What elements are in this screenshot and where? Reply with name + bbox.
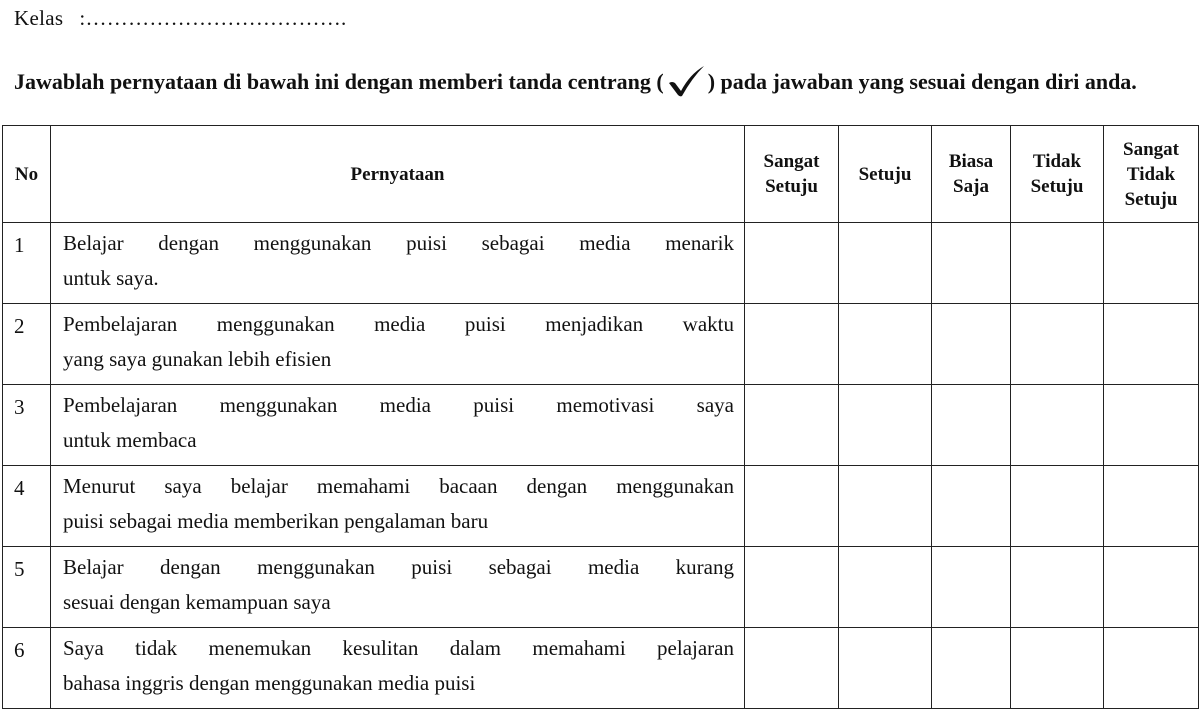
answer-cell-sangat-setuju[interactable] [745, 628, 839, 709]
answer-cell-tidak-setuju[interactable] [1011, 466, 1104, 547]
statement-line: Belajar dengan menggunakan puisi sebagai media menarik [63, 231, 734, 255]
answer-cell-tidak-setuju[interactable] [1011, 223, 1104, 304]
row-statement [51, 547, 745, 628]
kelas-field [14, 6, 347, 31]
table-body [3, 223, 1199, 709]
statement-line: Pembelajaran menggunakan media puisi menjadikan waktu [63, 312, 734, 336]
answer-cell-setuju[interactable] [839, 223, 932, 304]
header-line: Sangat [763, 151, 820, 172]
statement-line: puisi sebagai media memberikan pengalaman baru [63, 509, 489, 533]
row-statement [51, 223, 745, 304]
header-biasa-saja [932, 126, 1011, 223]
row-number: 4 [3, 466, 51, 547]
row-number: 5 [3, 547, 51, 628]
table-row [3, 466, 1199, 547]
answer-cell-biasa-saja[interactable] [932, 547, 1011, 628]
table-row [3, 304, 1199, 385]
statement-line: bahasa inggris dengan menggunakan media puisi [63, 671, 476, 695]
answer-cell-sangat-setuju[interactable] [745, 223, 839, 304]
answer-cell-sangat-setuju[interactable] [745, 547, 839, 628]
row-statement [51, 466, 745, 547]
header-line: Biasa [948, 151, 994, 172]
table-header-row [3, 126, 1199, 223]
answer-cell-sangat-tidak-setuju[interactable] [1104, 466, 1199, 547]
answer-cell-biasa-saja[interactable] [932, 385, 1011, 466]
answer-cell-sangat-tidak-setuju[interactable] [1104, 304, 1199, 385]
statement-line: untuk membaca [63, 428, 197, 452]
header-line: Setuju [765, 176, 818, 197]
answer-cell-setuju[interactable] [839, 547, 932, 628]
answer-cell-tidak-setuju[interactable] [1011, 385, 1104, 466]
checkmark-icon [666, 64, 706, 98]
row-number: 6 [3, 628, 51, 709]
header-line: Tidak [1126, 163, 1176, 185]
table-row [3, 547, 1199, 628]
answer-cell-sangat-setuju[interactable] [745, 466, 839, 547]
answer-cell-setuju[interactable] [839, 466, 932, 547]
header-line: Setuju [858, 163, 912, 185]
answer-cell-setuju[interactable] [839, 628, 932, 709]
answer-cell-setuju[interactable] [839, 385, 932, 466]
header-sangat-tidak-setuju [1104, 126, 1199, 223]
answer-cell-setuju[interactable] [839, 304, 932, 385]
header-setuju [839, 126, 932, 223]
answer-cell-sangat-setuju[interactable] [745, 304, 839, 385]
answer-cell-tidak-setuju[interactable] [1011, 628, 1104, 709]
answer-cell-sangat-setuju[interactable] [745, 385, 839, 466]
table-row [3, 385, 1199, 466]
row-number: 2 [3, 304, 51, 385]
statement-line: yang saya gunakan lebih efisien [63, 347, 332, 371]
statement-line: Belajar dengan menggunakan puisi sebagai media kurang [63, 555, 734, 579]
answer-cell-biasa-saja[interactable] [932, 466, 1011, 547]
header-no: No [3, 126, 51, 223]
answer-cell-tidak-setuju[interactable] [1011, 304, 1104, 385]
row-number: 1 [3, 223, 51, 304]
statement-line: untuk saya. [63, 266, 159, 290]
header-sangat-setuju [745, 126, 839, 223]
header-line: Setuju [1030, 176, 1084, 197]
answer-cell-tidak-setuju[interactable] [1011, 547, 1104, 628]
statement-line: sesuai dengan kemampuan saya [63, 590, 331, 614]
table-row [3, 628, 1199, 709]
statement-line: Pembelajaran menggunakan media puisi memotivasi saya [63, 393, 734, 417]
answer-cell-sangat-tidak-setuju[interactable] [1104, 385, 1199, 466]
instruction-text [14, 64, 1194, 98]
instruction-after: ) pada jawaban yang sesuai dengan diri anda. [707, 69, 1137, 94]
instruction-before: Jawablah pernyataan di bawah ini dengan memberi tanda centrang ( [14, 69, 664, 94]
kelas-label: Kelas [14, 6, 64, 30]
row-statement [51, 628, 745, 709]
header-line: Sangat [1123, 138, 1179, 160]
table-row [3, 223, 1199, 304]
header-statement: Pernyataan [51, 126, 745, 223]
header-line: Setuju [1124, 188, 1178, 210]
statement-line: Saya tidak menemukan kesulitan dalam memahami pelajaran [63, 636, 734, 660]
kelas-blank[interactable]: :………………………………. [79, 6, 347, 30]
row-number: 3 [3, 385, 51, 466]
questionnaire-table [2, 125, 1199, 709]
row-statement [51, 385, 745, 466]
answer-cell-biasa-saja[interactable] [932, 223, 1011, 304]
answer-cell-sangat-tidak-setuju[interactable] [1104, 547, 1199, 628]
answer-cell-biasa-saja[interactable] [932, 304, 1011, 385]
header-line: Saja [953, 176, 989, 197]
answer-cell-biasa-saja[interactable] [932, 628, 1011, 709]
answer-cell-sangat-tidak-setuju[interactable] [1104, 628, 1199, 709]
answer-cell-sangat-tidak-setuju[interactable] [1104, 223, 1199, 304]
header-tidak-setuju [1011, 126, 1104, 223]
header-line: Tidak [1032, 151, 1082, 172]
statement-line: Menurut saya belajar memahami bacaan dengan menggunakan [63, 474, 734, 498]
row-statement [51, 304, 745, 385]
